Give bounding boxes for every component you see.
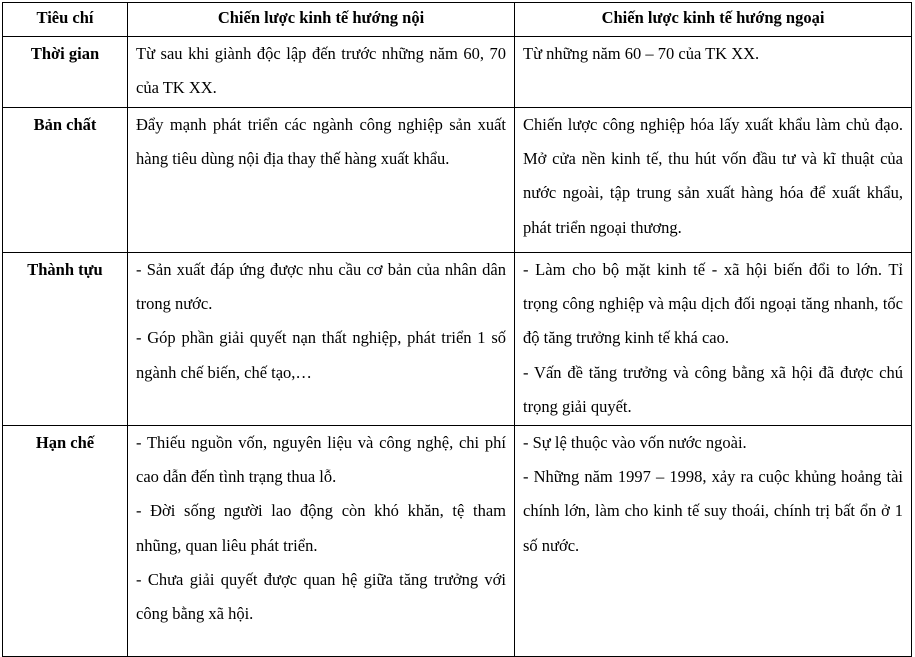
cell-text: Từ sau khi giành độc lập đến trước những năm 60, 70 của TK XX. <box>136 44 506 98</box>
header-inward-strategy: Chiến lược kinh tế hướng nội <box>128 3 515 37</box>
cell-text: Từ những năm 60 – 70 của TK XX. <box>523 44 760 63</box>
cell-text: - Sản xuất đáp ứng được nhu cầu cơ bản của nhân dân trong nước. <box>136 260 506 314</box>
cell-text: Đẩy mạnh phát triển các ngành công nghiệp sản xuất hàng tiêu dùng nội địa thay thế hàng xuất khẩu. <box>136 115 506 169</box>
criterion-cell: Thời gian <box>3 37 128 108</box>
cell-text: - Vấn đề tăng trưởng và công bằng xã hội đã được chú trọng giải quyết. <box>523 362 903 416</box>
inward-cell <box>128 108 515 253</box>
cell-text: - Sự lệ thuộc vào vốn nước ngoài. <box>523 433 747 452</box>
inward-cell <box>128 37 515 108</box>
cell-text: - Góp phần giải quyết nạn thất nghiệp, phát triển 1 số ngành chế biến, chế tạo,… <box>136 328 506 382</box>
outward-cell <box>515 426 912 657</box>
header-criterion: Tiêu chí <box>3 3 128 37</box>
cell-text: - Những năm 1997 – 1998, xảy ra cuộc khủng hoảng tài chính lớn, làm cho kinh tế suy thoái, chính trị bất ổn ở 1 số nước. <box>523 467 903 555</box>
header-outward-strategy: Chiến lược kinh tế hướng ngoại <box>515 3 912 37</box>
comparison-table <box>2 2 912 657</box>
criterion-cell: Hạn chế <box>3 426 128 657</box>
outward-cell <box>515 37 912 108</box>
table-row <box>3 37 912 108</box>
table-row <box>3 253 912 426</box>
table-row <box>3 426 912 657</box>
cell-text: - Làm cho bộ mặt kinh tế - xã hội biến đổi to lớn. Tỉ trọng công nghiệp và mậu dịch đối ngoại tăng nhanh, tốc độ tăng trưởng kinh tế khá cao. <box>523 260 903 348</box>
header-row <box>3 3 912 37</box>
inward-cell <box>128 426 515 657</box>
inward-cell <box>128 253 515 426</box>
cell-text: - Thiếu nguồn vốn, nguyên liệu và công nghệ, chi phí cao dẫn đến tình trạng thua lỗ. <box>136 433 506 487</box>
table-row <box>3 108 912 253</box>
cell-text: - Đời sống người lao động còn khó khăn, tệ tham nhũng, quan liêu phát triển. <box>136 501 506 555</box>
cell-text: - Chưa giải quyết được quan hệ giữa tăng trưởng với công bằng xã hội. <box>136 569 506 624</box>
cell-text: Chiến lược công nghiệp hóa lấy xuất khẩu làm chủ đạo. Mở cửa nền kinh tế, thu hút vốn đầu tư và kĩ thuật của nước ngoài, tập trung sản xuất hàng hóa để xuất khẩu, phát triển ngoại thương. <box>523 115 903 237</box>
outward-cell <box>515 253 912 426</box>
criterion-cell: Bản chất <box>3 108 128 253</box>
outward-cell <box>515 108 912 253</box>
criterion-cell: Thành tựu <box>3 253 128 426</box>
